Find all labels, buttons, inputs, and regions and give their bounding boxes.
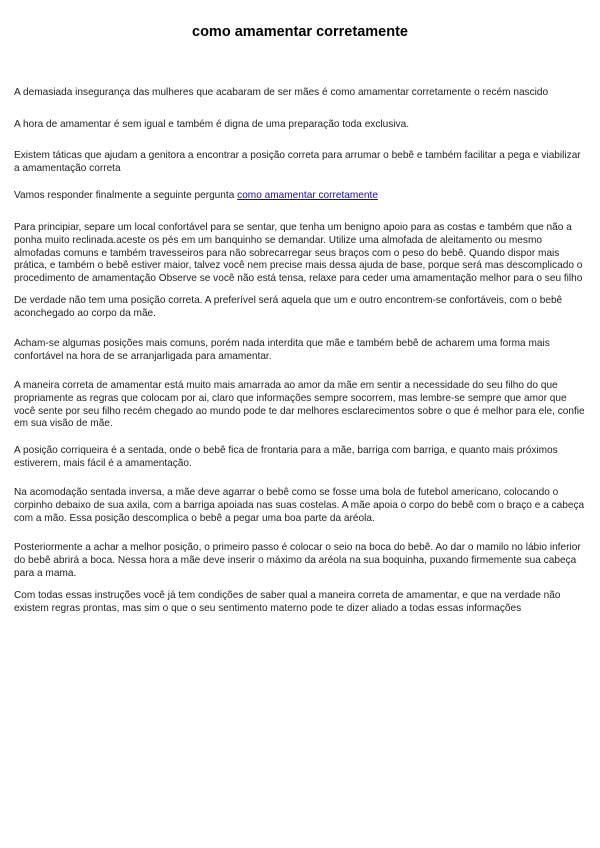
- paragraph-8: A maneira correta de amamentar está muito mais amarrada ao amor da mãe em sentir a necessidade do seu filho do que propriamente as regras que colocam por ai, claro que informações sempre socorrem, mas lembre-se sempre que amor que você sente por seu filho recém chegado ao mundo pode te dar melhores esclarecimentos sobre o que é melhor para ele, confie em sua visão de mãe.: [14, 380, 585, 430]
- paragraph-6: De verdade não tem uma posição correta. A preferível será aquela que um e outro encontrem-se confortáveis, com o bebê aconchegado ao corpo da mãe.: [14, 295, 563, 319]
- paragraph-10: Na acomodação sentada inversa, a mãe deve agarrar o bebê como se fosse uma bola de futebol americano, colocando o corpinho debaixo de sua axila, com a barriga apoiada nas suas costelas. A mãe apoia o corpo do bebê com o braço e a cabeça com a mão. Essa posição descomplica o bebê a pegar uma boa parte da aréola.: [14, 487, 585, 524]
- paragraph-1: A demasiada insegurança das mulheres que acabaram de ser mães é como amamentar corretamente o recém nascido: [14, 87, 549, 98]
- paragraph-11: Posteriormente a achar a melhor posição, o primeiro passo é colocar o seio na boca do bebê. Ao dar o mamilo no lábio inferior do bebê abrirá a boca. Nessa hora a mãe deve inserir o máximo da aréola na sua boquinha, puxando firmemente sua cabeça para a mama.: [14, 542, 581, 579]
- paragraph-5: Para principiar, separe um local confortável para se sentar, que tenha um benigno apoio para as costas e também que não a ponha muito reclinada.aceste os pés em um banquinho se demandar. Utilize uma almofada de aleitamento ou mesmo almofadas comuns e também travesseiros para não sobrecarregar seus braços com o peso do bebê. Quando dispor mais prática, e também o bebê estiver maior, talvez você nem precise mais dessa ajuda de base, porque será mas descomplicado o procedimento de amamentação Observe se você não está tensa, relaxe para ceder uma amamentação melhor para o seu filho: [14, 222, 583, 285]
- paragraph-3: Existem táticas que ajudam a genitora a encontrar a posição correta para arrumar o bebê e também facilitar a pega e viabilizar a amamentação correta: [14, 150, 581, 174]
- paragraph-7: Acham-se algumas posições mais comuns, porém nada interdita que mãe e também bebê de acharem uma forma mais confortável na hora de se arranjarligada para amamentar.: [14, 338, 550, 362]
- paragraph-2: A hora de amamentar é sem igual e também é digna de uma preparação toda exclusiva.: [14, 119, 410, 130]
- article-link[interactable]: como amamentar corretamente: [237, 190, 378, 201]
- paragraph-4: [14, 190, 586, 203]
- paragraph-4-text: Vamos responder finalmente a seguinte pergunta: [14, 190, 238, 201]
- paragraph-12: Com todas essas instruções você já tem condições de saber qual a maneira correta de amamentar, e que na verdade não existem regras prontas, mas sim o que o seu sentimento materno pode te dizer aliado a todas essas informações: [14, 590, 561, 614]
- paragraph-9: A posição corriqueira é a sentada, onde o bebê fica de frontaria para a mãe, barriga com barriga, e quanto mais próximos estiverem, mais fácil é a amamentação.: [14, 445, 558, 469]
- page-title: como amamentar corretamente: [192, 24, 408, 40]
